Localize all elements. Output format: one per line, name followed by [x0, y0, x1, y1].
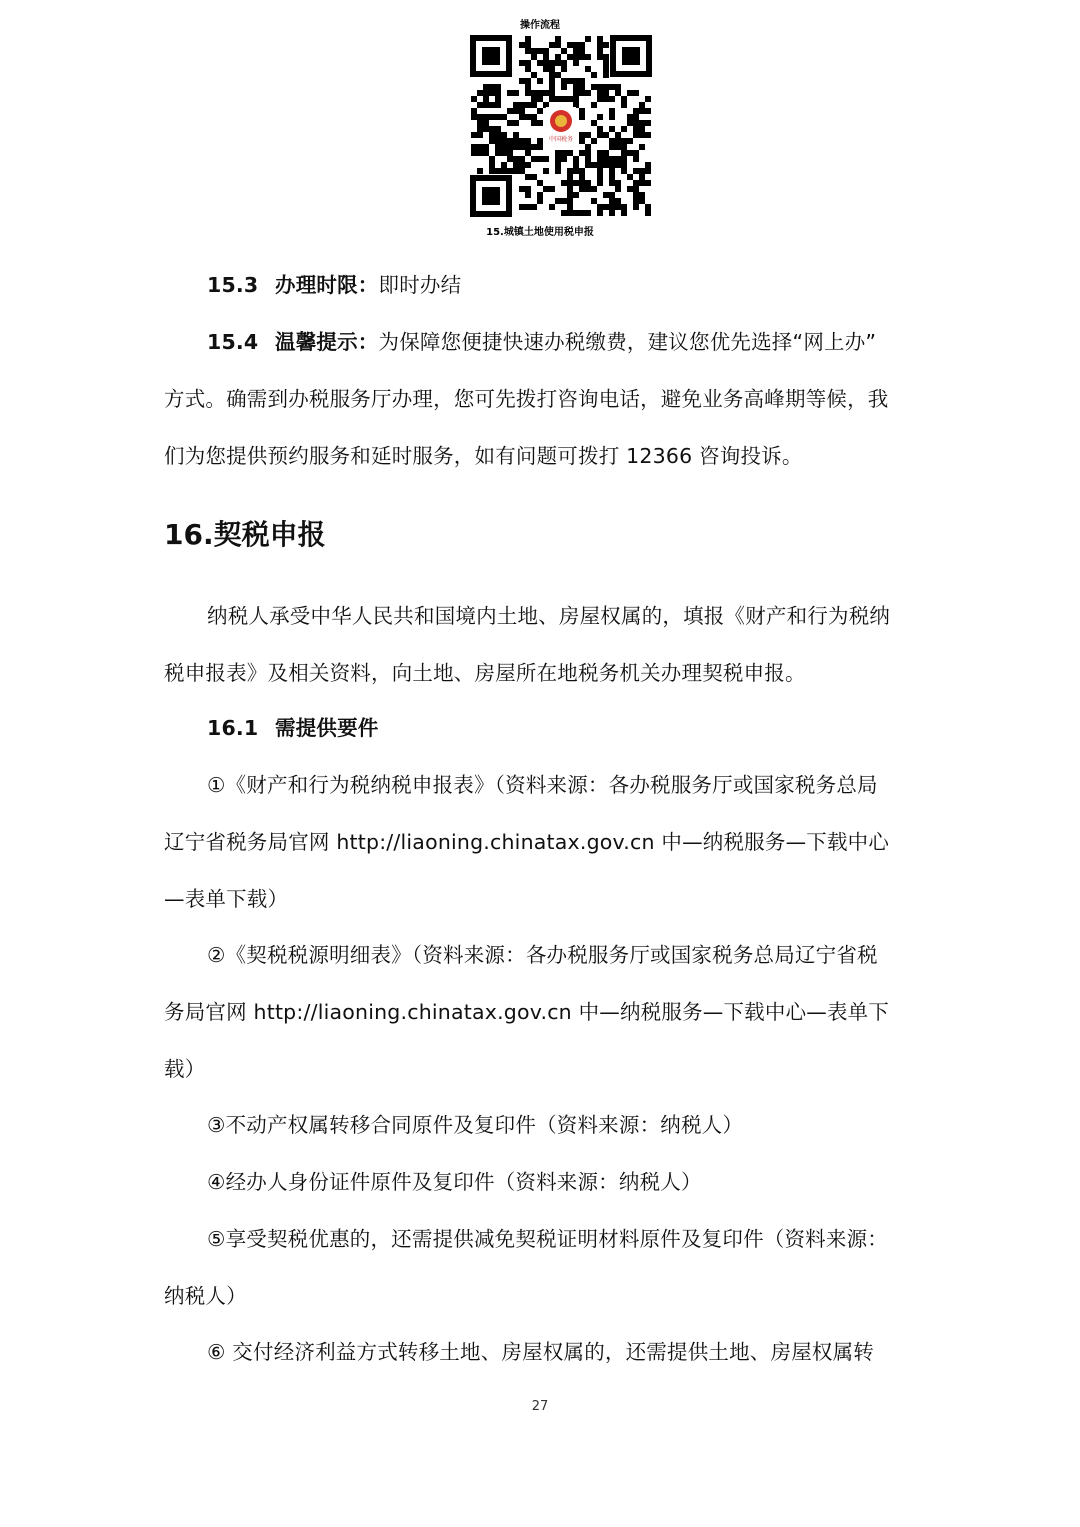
list-item-1-cont: 辽宁省税务局官网 http://liaoning.chinatax.gov.cn 中—纳税服务—下载中心	[164, 830, 890, 854]
list-item-2-cont: 务局官网 http://liaoning.chinatax.gov.cn 中—纳税服务—下载中心—表单下	[164, 1000, 890, 1024]
qr-code-graphic	[468, 33, 654, 219]
list-item-5: ⑤享受契税优惠的，还需提供减免契税证明材料原件及复印件（资料来源：	[207, 1227, 888, 1251]
qr-finder-top-right	[610, 35, 652, 77]
list-item-1: ①《财产和行为税纳税申报表》（资料来源：各办税服务厅或国家税务总局	[207, 773, 878, 797]
list-item-5-cont: 纳税人）	[164, 1284, 247, 1308]
page-number: 27	[531, 1399, 549, 1414]
section-15-3	[207, 270, 924, 300]
list-item-6: ⑥ 交付经济利益方式转移土地、房屋权属的，还需提供土地、房屋权属转	[207, 1340, 874, 1364]
section-heading: 16.契税申报	[164, 518, 326, 551]
section-15-4	[207, 327, 924, 357]
qr-finder-top-left	[470, 35, 512, 77]
qr-code	[468, 33, 654, 219]
section-text: 为保障您便捷快速办税缴费，建议您优先选择“网上办”	[378, 330, 877, 354]
paragraph-line: 税申报表》及相关资料，向土地、房屋所在地税务机关办理契税申报。	[164, 661, 806, 685]
section-text: 即时办结	[378, 273, 462, 297]
paragraph-line: 方式。确需到办税服务厅办理，您可先拨打咨询电话，避免业务高峰期等候，我	[164, 387, 889, 411]
qr-finder-bottom-left	[470, 175, 512, 217]
list-item-2: ②《契税税源明细表》（资料来源：各办税服务厅或国家税务总局辽宁省税	[207, 943, 878, 967]
section-label: 温馨提示：	[275, 330, 379, 354]
logo-text: 中国税务	[548, 136, 574, 143]
qr-caption-top: 操作流程	[520, 20, 560, 31]
list-item-4: ④经办人身份证件原件及复印件（资料来源：纳税人）	[207, 1170, 702, 1194]
list-item-1-cont: —表单下载）	[164, 887, 289, 911]
section-number: 15.4	[207, 330, 259, 354]
tax-emblem-logo	[546, 107, 576, 145]
section-16-1	[207, 713, 924, 743]
list-item-3: ③不动产权属转移合同原件及复印件（资料来源：纳税人）	[207, 1113, 744, 1137]
list-item-2-cont: 载）	[164, 1057, 206, 1081]
section-number: 15.3	[207, 273, 259, 297]
section-label: 需提供要件	[275, 716, 379, 740]
qr-caption-bottom: 15.城镇土地使用税申报	[486, 227, 594, 238]
paragraph-line: 们为您提供预约服务和延时服务，如有问题可拨打 12366 咨询投诉。	[164, 444, 803, 468]
paragraph-line: 纳税人承受中华人民共和国境内土地、房屋权属的，填报《财产和行为税纳	[207, 604, 891, 628]
section-number: 16.1	[207, 716, 259, 740]
section-label: 办理时限：	[275, 273, 379, 297]
